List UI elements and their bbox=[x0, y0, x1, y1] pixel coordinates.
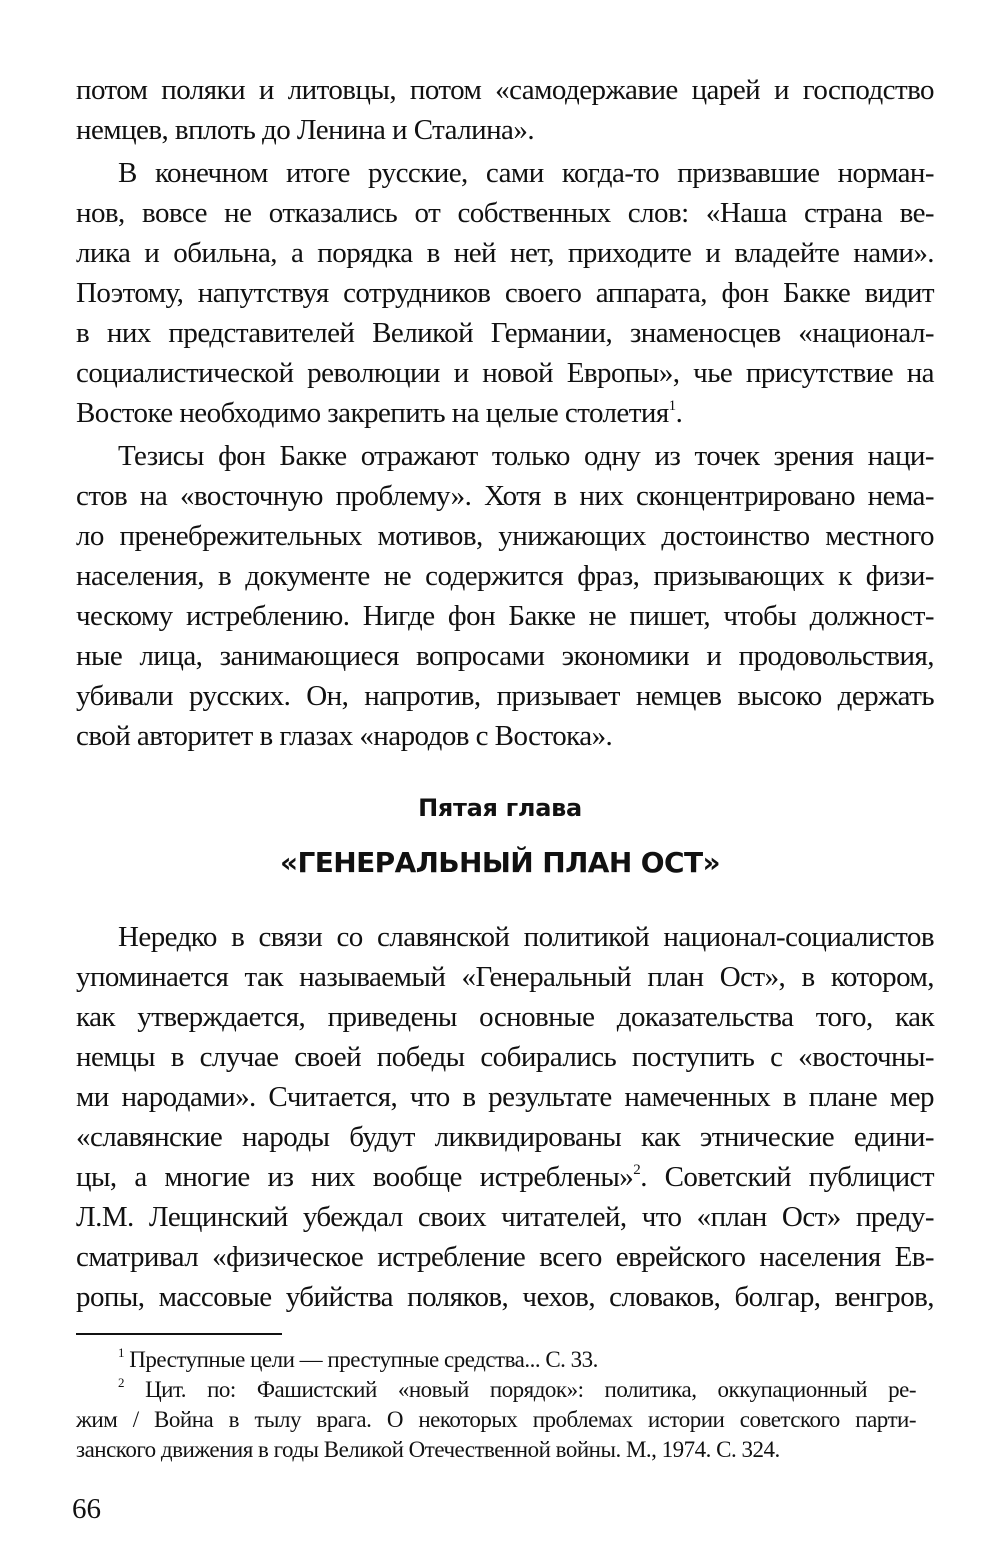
footnote-text: Преступные цели — преступные средства... С. 33. bbox=[129, 1347, 598, 1372]
paragraph-1 bbox=[76, 70, 934, 150]
text-line: убивали русских. Он, напротив, призывает немцев высоко держать bbox=[76, 680, 934, 712]
text-line: потом поляки и литовцы, потом «самодержавие царей и господство bbox=[76, 74, 934, 106]
body-text-bottom bbox=[76, 917, 934, 1320]
text-line: стов на «восточную проблему». Хотя в них сконцентрировано нема- bbox=[76, 480, 934, 512]
text-line: сматривал «физическое истребление всего еврейского населения Ев- bbox=[76, 1241, 934, 1273]
text-line: населения, в документе не содержится фраз, призывающих к физи- bbox=[76, 560, 934, 592]
footnote-ref-1[interactable]: 1 bbox=[668, 398, 676, 414]
text-line bbox=[76, 393, 934, 433]
page-number: 66 bbox=[72, 1493, 101, 1525]
chapter-title: «ГЕНЕРАЛЬНЫЙ ПЛАН ОСТ» bbox=[280, 846, 720, 879]
footnote-2-line: жим / Война в тылу врага. О некоторых проблемах истории советского парти- bbox=[76, 1407, 916, 1432]
text-line: ло пренебрежительных мотивов, унижающих достоинство местного bbox=[76, 520, 934, 552]
text-line: В конечном итоге русские, сами когда-то призвавшие норман- bbox=[118, 157, 934, 189]
footnote-number: 2 bbox=[118, 1375, 124, 1390]
text-line bbox=[76, 1157, 934, 1197]
text-line: ные лица, занимающиеся вопросами экономики и продовольствия, bbox=[76, 640, 934, 672]
footnotes bbox=[76, 1345, 916, 1465]
text-line: социалистической революции и новой Европы», чье присутствие на bbox=[76, 357, 934, 389]
body-text-top bbox=[76, 70, 934, 759]
footnote-number: 1 bbox=[118, 1345, 124, 1360]
text-line: ропы, массовые убийства поляков, чехов, словаков, болгар, венгров, bbox=[76, 1281, 934, 1313]
text-span: Востоке необходимо закрепить на целые столетия bbox=[76, 397, 669, 429]
text-line: Поэтому, напутствуя сотрудников своего аппарата, фон Бакке видит bbox=[76, 277, 934, 309]
footnote-1 bbox=[76, 1345, 916, 1375]
text-line: нов, вовсе не отказались от собственных слов: «Наша страна ве- bbox=[76, 197, 934, 229]
footnote-divider bbox=[76, 1333, 282, 1335]
paragraph-3 bbox=[76, 436, 934, 756]
text-span: цы, а многие из них вообще истреблены» bbox=[76, 1161, 634, 1193]
text-line: Л.М. Лещинский убеждал своих читателей, что «план Ост» преду- bbox=[76, 1201, 934, 1233]
text-line: лика и обильна, а порядка в ней нет, приходите и владейте нами». bbox=[76, 237, 934, 269]
paragraph-4 bbox=[76, 917, 934, 1317]
text-line: Нередко в связи со славянской политикой национал-социалистов bbox=[118, 921, 934, 953]
text-line: свой авторитет в глазах «народов с Востока». bbox=[76, 720, 613, 752]
text-line: «славянские народы будут ликвидированы как этнические едини- bbox=[76, 1121, 934, 1153]
footnote-2 bbox=[76, 1375, 916, 1405]
text-line: в них представителей Великой Германии, знаменосцев «национал- bbox=[76, 317, 934, 349]
footnote-2-line: занского движения в годы Великой Отечественной войны. М., 1974. С. 324. bbox=[76, 1437, 780, 1462]
paragraph-2 bbox=[76, 153, 934, 433]
footnote-ref-2[interactable]: 2 bbox=[633, 1162, 641, 1178]
text-span: . Советский публицист bbox=[640, 1161, 934, 1193]
text-line: немцы в случае своей победы собирались поступить с «восточны- bbox=[76, 1041, 934, 1073]
text-line: ческому истреблению. Нигде фон Бакке не пишет, чтобы должност- bbox=[76, 600, 934, 632]
text-line: как утверждается, приведены основные доказательства того, как bbox=[76, 1001, 934, 1033]
footnote-text: Цит. по: Фашистский «новый порядок»: политика, оккупационный ре- bbox=[145, 1377, 916, 1402]
text-span: . bbox=[675, 397, 683, 429]
chapter-label: Пятая глава bbox=[418, 794, 582, 822]
text-line: ми народами». Считается, что в результате намеченных в плане мер bbox=[76, 1081, 934, 1113]
text-line: немцев, вплоть до Ленина и Сталина». bbox=[76, 114, 535, 146]
text-line: упоминается так называемый «Генеральный план Ост», в котором, bbox=[76, 961, 934, 993]
text-line: Тезисы фон Бакке отражают только одну из точек зрения наци- bbox=[118, 440, 934, 472]
